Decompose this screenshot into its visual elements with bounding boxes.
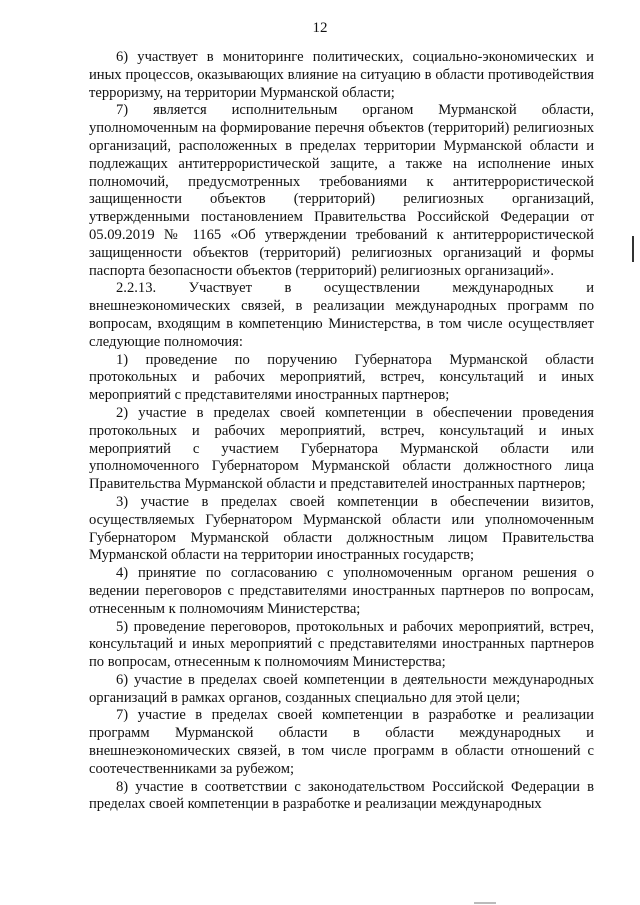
paragraph-monitoring: 6) участвует в мониторинге политических, социально-экономических и иных процессов, оказывающих влияние на ситуацию в области противодействия терроризму, на территории Мурманской области; xyxy=(89,49,594,101)
scan-margin-mark xyxy=(632,236,634,262)
page-number: 12 xyxy=(312,20,328,36)
paragraph-item-2: 2) участие в пределах своей компетенции в обеспечении проведения протокольных и рабочих мероприятий, встреч, консультаций и иных мероприятий с участием Губернатора Мурманской области или уполномоченного Губернатором Мурманской области должностного лица Правительства Мурманской области и представителей иностранных партнеров; xyxy=(89,404,594,493)
scan-artifact xyxy=(474,902,496,904)
paragraph-item-6: 6) участие в пределах своей компетенции в деятельности международных организаций в рамках органов, созданных специально для этой цели; xyxy=(89,671,594,706)
paragraph-executive-body: 7) является исполнительным органом Мурманской области, уполномоченным на формирование перечня объектов (территорий) религиозных организаций, расположенных в пределах территории Мурманской области и подлежащих антитеррористической защите, а также на исполнение иных полномочий, предусмотренных требованиями к антитеррористической защищенности объектов (территорий) религиозных организаций, утвержденными постановлением Правительства Российской Федерации от 05.09.2019 № 1165 «Об утверждении требований к антитеррористической защищенности объектов (территорий) религиозных организаций и формы паспорта безопасности объектов (территорий) религиозных организаций». xyxy=(89,102,594,279)
paragraph-item-7: 7) участие в пределах своей компетенции в разработке и реализации программ Мурманской области в области международных и внешнеэкономических связей, в том числе программ в области отношений с соотечественниками за рубежом; xyxy=(89,707,594,777)
document-body xyxy=(89,49,594,814)
paragraph-section-2-2-13: 2.2.13. Участвует в осуществлении международных и внешнеэкономических связей, в реализации международных программ по вопросам, входящим в компетенцию Министерства, в том числе осуществляет следующие полномочия: xyxy=(89,280,594,350)
paragraph-item-3: 3) участие в пределах своей компетенции в обеспечении визитов, осуществляемых Губернатором Мурманской области или уполномоченным Губернатором Мурманской области должностным лицом Правительства Мурманской области на территории иностранных государств; xyxy=(89,493,594,564)
paragraph-item-4: 4) принятие по согласованию с уполномоченным органом решения о ведении переговоров с представителями иностранных партнеров по вопросам, отнесенным к полномочиям Министерства; xyxy=(89,565,594,617)
paragraph-item-1: 1) проведение по поручению Губернатора Мурманской области протокольных и рабочих мероприятий, встреч, консультаций и иных мероприятий с представителями иностранных партнеров; xyxy=(89,351,594,404)
paragraph-item-5: 5) проведение переговоров, протокольных и рабочих мероприятий, встреч, консультаций и иных мероприятий с представителями иностранных партнеров по вопросам, отнесенным к полномочиям Министерства; xyxy=(89,618,594,671)
paragraph-item-8: 8) участие в соответствии с законодательством Российской Федерации в пределах своей компетенции в разработке и реализации международных xyxy=(89,778,594,813)
